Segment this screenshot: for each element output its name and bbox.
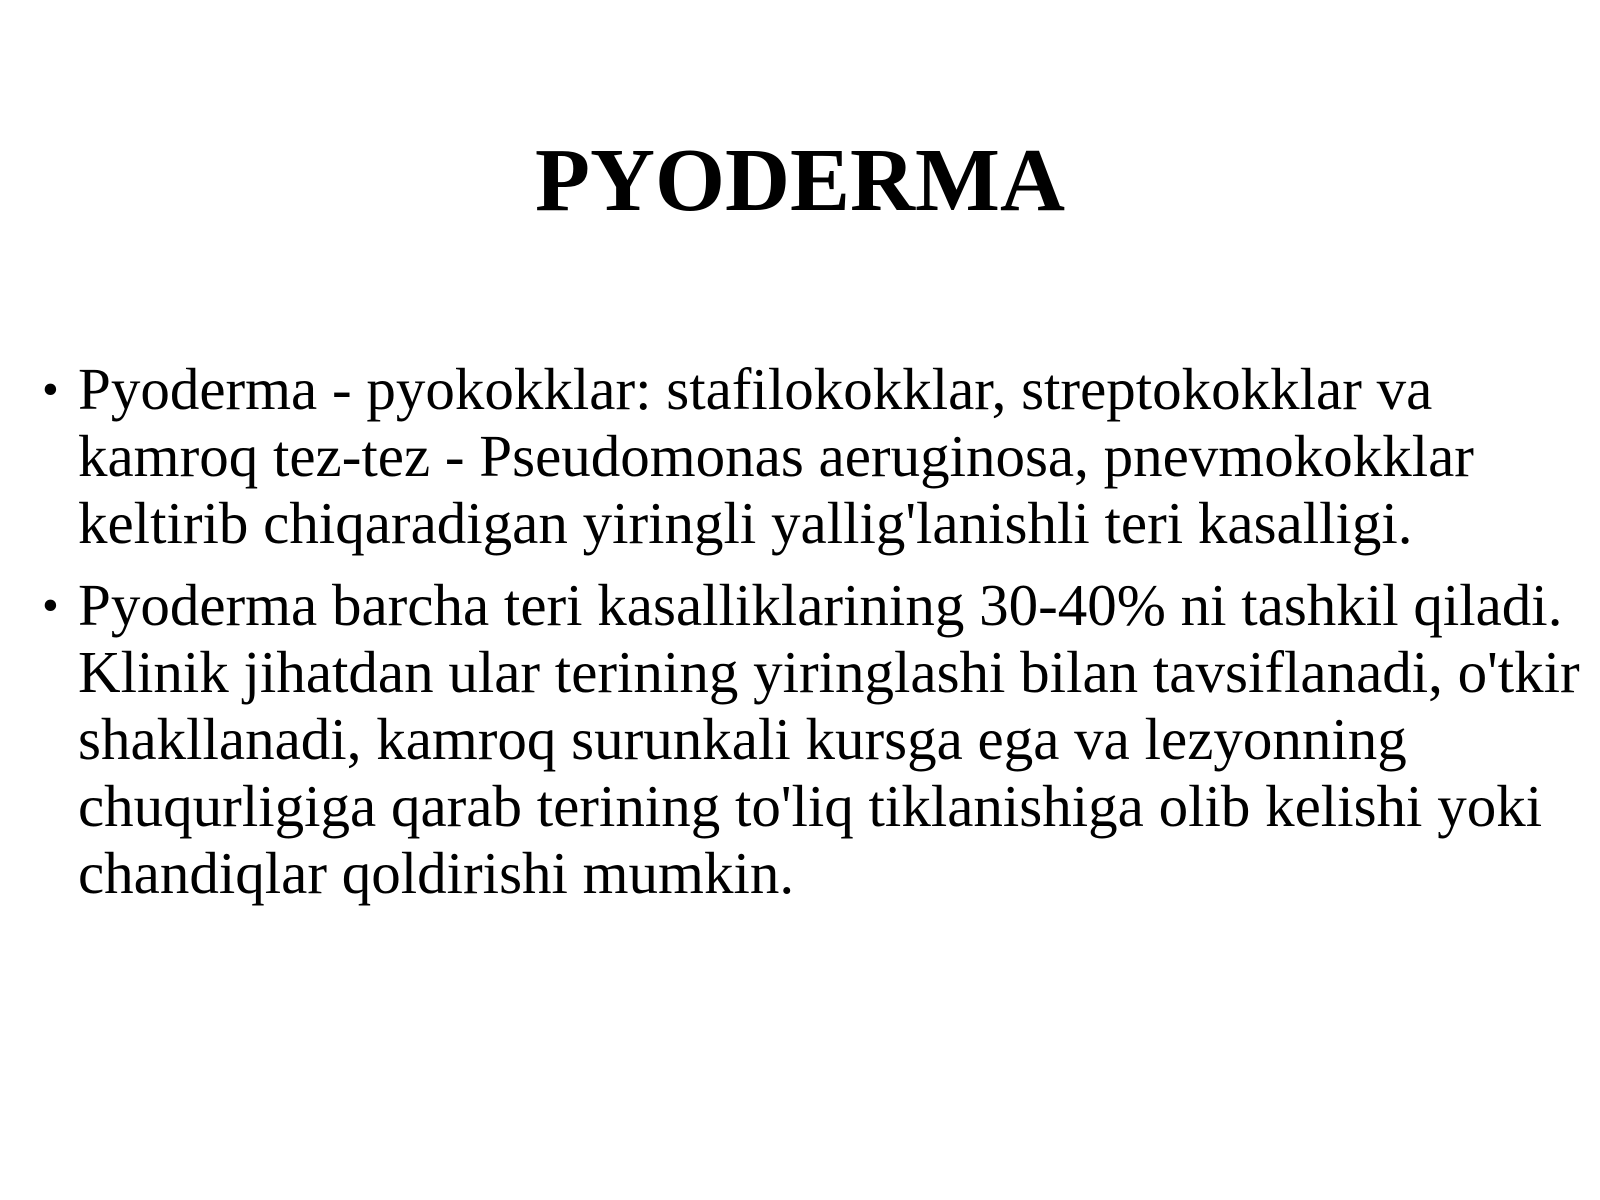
bullet-text: Pyoderma - pyokokklar: stafilokokklar, streptokokklar va kamroq tez-tez - Pseudomonas aeruginosa, pnevmokokklar keltirib chiqaradigan yiringli yallig'lanishli teri kasalligi. <box>78 356 1474 556</box>
bullet-item <box>42 356 1582 557</box>
bullet-list <box>42 356 1582 922</box>
bullet-item <box>42 572 1582 907</box>
slide-title: PYODERMA <box>535 131 1065 230</box>
bullet-marker: • <box>42 579 59 632</box>
bullet-marker: • <box>42 363 59 416</box>
bullet-text: Pyoderma barcha teri kasalliklarining 30-40% ni tashkil qiladi. Klinik jihatdan ular terining yiringlashi bilan tavsiflanadi, o'tkir shakllanadi, kamroq surunkali kursga ega va lezyonning chuqurligiga qarab terining to'liq tiklanishiga olib kelishi yoki chandiqlar qoldirishi mumkin. <box>78 572 1580 906</box>
